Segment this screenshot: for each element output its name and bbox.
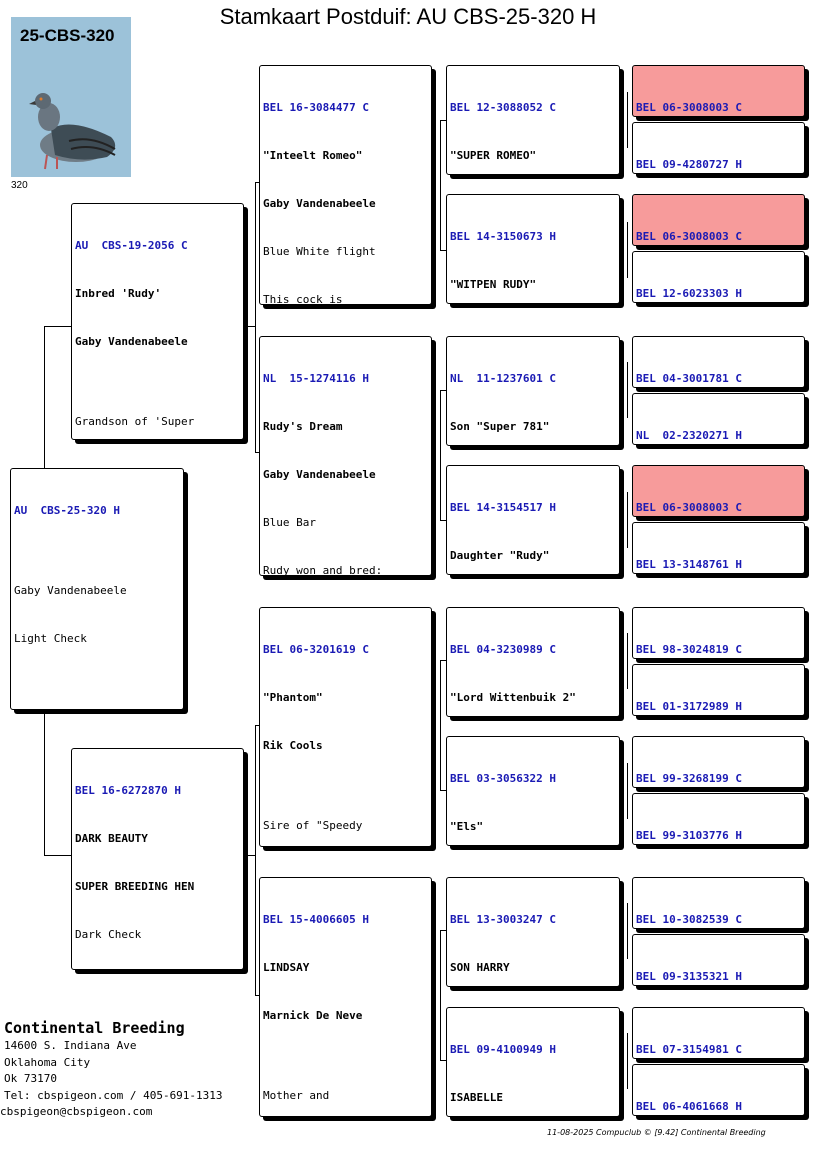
pedigree-card-sire: AU CBS-19-2056 C Inbred 'Rudy' Gaby Vandenabeele Grandson of 'Super (71, 203, 244, 440)
pedigree-card-g8: BEL 13-3148761 H (632, 522, 805, 574)
pedigree-card-ssd: BEL 14-3150673 H "WITPEN RUDY" (446, 194, 620, 304)
pigeon-name: DARK BEAUTY (75, 832, 148, 845)
breeder-name: Continental Breeding (4, 1019, 185, 1037)
ring-number: BEL 16-6272870 H (75, 784, 181, 797)
pedigree-card-g12: BEL 99-3103776 H (632, 793, 805, 845)
pedigree-card-g16: BEL 06-4061668 H (632, 1064, 805, 1116)
pedigree-card-g10: BEL 01-3172989 H (632, 664, 805, 716)
pedigree-card-g13: BEL 10-3082539 C (632, 877, 805, 929)
pedigree-card-dsd: BEL 03-3056322 H "Els" (446, 736, 620, 846)
ring-number: AU CBS-25-320 H (14, 504, 120, 517)
pedigree-card-g5: BEL 04-3001781 C (632, 336, 805, 388)
pedigree-card-g7: BEL 06-3008003 C (632, 465, 805, 517)
pedigree-card-sd: NL 15-1274116 H Rudy's Dream Gaby Vandenabeele Blue Bar Rudy won and bred: (259, 336, 432, 576)
pedigree-card-dd: BEL 15-4006605 H LINDSAY Marnick De Neve Mother and (259, 877, 432, 1117)
pigeon-photo (11, 17, 131, 177)
pedigree-card-ddd: BEL 09-4100949 H ISABELLE (446, 1007, 620, 1117)
pigeon-name: Inbred 'Rudy' (75, 287, 162, 300)
pedigree-card-g14: BEL 09-3135321 H (632, 934, 805, 986)
pedigree-card-dds: BEL 13-3003247 C SON HARRY (446, 877, 620, 987)
contact-email: cbspigeon@cbspigeon.com (0, 1105, 153, 1118)
pedigree-card-dss: BEL 04-3230989 C "Lord Wittenbuik 2" (446, 607, 620, 717)
breeder-contact: Continental Breeding 14600 S. Indiana Ave Oklahoma City Ok 73170 Tel: cbspigeon.com / 405-691-1313 cbspigeon@cbspigeon.com (4, 1018, 223, 1121)
pedigree-card-g1: BEL 06-3008003 C (632, 65, 805, 117)
pedigree-card-g4: BEL 12-6023303 H (632, 251, 805, 303)
pedigree-card-sds: NL 11-1237601 C Son "Super 781" (446, 336, 620, 446)
pedigree-card-g6: NL 02-2320271 H (632, 393, 805, 445)
pedigree-card-ss: BEL 16-3084477 C "Inteelt Romeo" Gaby Vandenabeele Blue White flight This cock is (259, 65, 432, 305)
pedigree-card-g2: BEL 09-4280727 H (632, 122, 805, 174)
pedigree-card-main: AU CBS-25-320 H Gaby Vandenabeele Light Check (10, 468, 184, 710)
pedigree-card-g9: BEL 98-3024819 C (632, 607, 805, 659)
pedigree-card-g11: BEL 99-3268199 C (632, 736, 805, 788)
photo-number: 320 (11, 180, 28, 191)
page-title: Stamkaart Postduif: AU CBS-25-320 H (219, 4, 597, 29)
contact-tel: Tel: cbspigeon.com / 405-691-1313 (4, 1088, 223, 1102)
footer-credit: 11-08-2025 Compuclub © [9.42] Continental Breeding (547, 1128, 766, 1137)
photo-label: 25-CBS-320 (20, 26, 115, 45)
pedigree-card-ds: BEL 06-3201619 C "Phantom" Rik Cools Sire of "Speedy (259, 607, 432, 847)
pedigree-card-g3: BEL 06-3008003 C (632, 194, 805, 246)
pedigree-card-sss: BEL 12-3088052 C "SUPER ROMEO" (446, 65, 620, 175)
pedigree-card-g15: BEL 07-3154981 C (632, 1007, 805, 1059)
ring-number: AU CBS-19-2056 C (75, 239, 188, 252)
pedigree-card-dam: BEL 16-6272870 H DARK BEAUTY SUPER BREEDING HEN Dark Check (71, 748, 244, 970)
pedigree-card-sdd: BEL 14-3154517 H Daughter "Rudy" (446, 465, 620, 575)
